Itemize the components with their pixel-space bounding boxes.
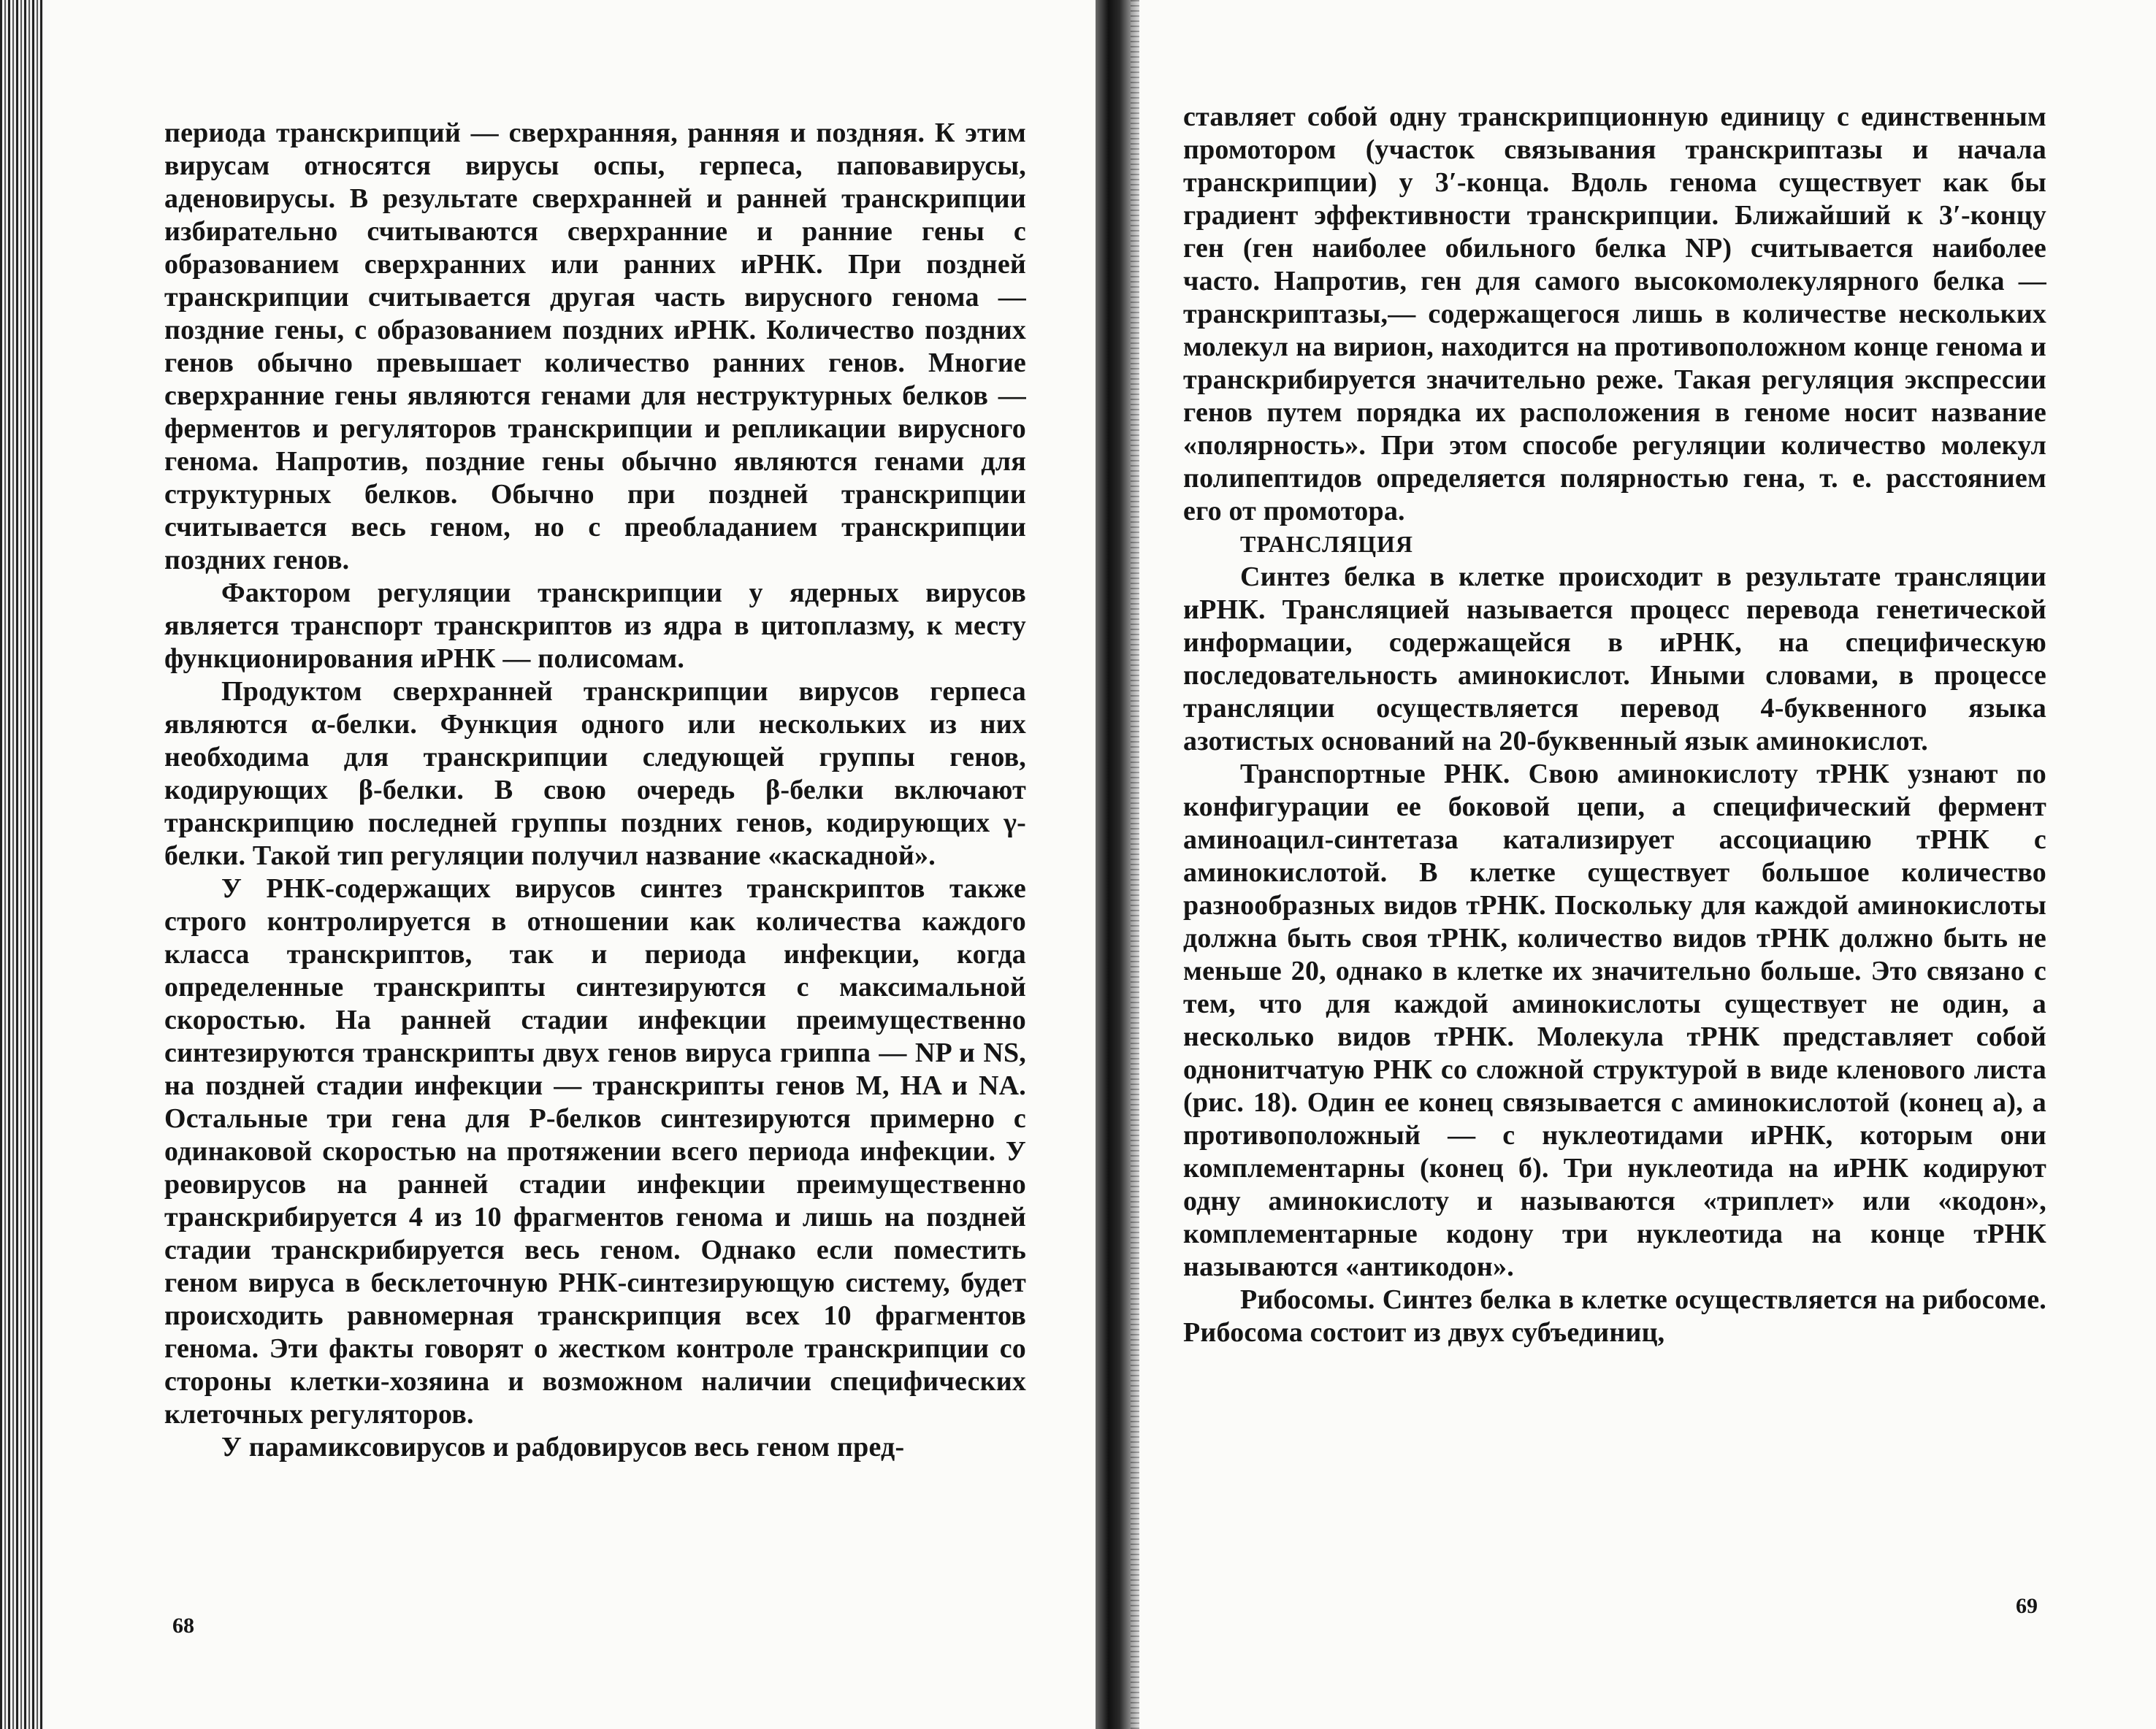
paragraph: У РНК-содержащих вирусов синтез транскриптов также строго контролируется в отношении как количества каждого класса транскриптов, так и периода инфекции, когда определенные транскрипты синтезируются с максимальной скоростью. На ранней стадии инфекции преимущественно синтезируются транскрипты двух генов вируса гриппа — NP и NS, на поздней стадии инфекции — транскрипты генов M, HA и NA. Остальные три гена для Р-белков синтезируются примерно с одинаковой скоростью на протяжении всего периода инфекции. У реовирусов на ранней стадии инфекции преимущественно транскрибируется 4 из 10 фрагментов генома и лишь на поздней стадии транскрибируется весь геном. Однако если поместить геном вируса в бесклеточную РНК-синтезирующую систему, будет происходить равномерная транскрипция всех 10 фрагментов генома. Эти факты говорят о жестком контроле транскрипции со стороны клетки-хозяина и возможном наличии специфических клеточных регуляторов. <box>164 873 1026 1430</box>
paragraph: периода транскрипций — сверхранняя, ранняя и поздняя. К этим вирусам относятся вирусы оспы, герпеса, паповавирусы, аденовирусы. В результате сверхранней и ранней транскрипции избирательно считываются сверхранние и ранние гены с образованием сверхранних или ранних иРНК. При поздней транскрипции считывается другая часть вирусного генома — поздние гены, с образованием поздних иРНК. Количество поздних генов обычно превышает количество ранних генов. Многие сверхранние гены являются генами для неструктурных белков — ферментов и регуляторов транскрипции и репликации вирусного генома. Напротив, поздние гены обычно являются генами для структурных белков. Обычно при поздней транскрипции считывается весь геном, но с преобладанием транскрипции поздних генов. <box>164 118 1026 575</box>
left-page-text <box>164 117 1026 1464</box>
paragraph <box>1183 758 2046 1284</box>
page-stack-edge <box>0 0 44 1729</box>
paragraph: ставляет собой одну транскрипционную единицу с единственным промотором (участок связывания транскриптазы и начала транскрипции) у 3′-конца. Вдоль генома существует как бы градиент эффективности транскрипции. Ближайший к 3′-концу ген (ген наиболее обильного белка NP) считывается наиболее часто. Напротив, ген для самого высокомолекулярного белка — транскриптазы,— содержащегося лишь в количестве нескольких молекул на вирион, находится на противоположном конце генома и транскрибируется значительно реже. Такая регуляция экспрессии генов путем порядка их расположения в геноме носит название «полярность». При этом способе регуляции количество молекул полипептидов определяется полярностью гена, т. е. расстоянием его от промотора. <box>1183 101 2046 526</box>
paragraph-text: Свою аминокислоту тРНК узнают по конфигурации ее боковой цепи, а специфический фермент аминоацил-синтетаза катализирует ассоциацию тРНК с аминокислотой. В клетке существует большое количество разнообразных видов тРНК. Поскольку для каждой аминокислоты должна быть своя тРНК, количество видов тРНК должно быть не меньше 20, однако в клетке их значительно больше. Это связано с тем, что для каждой аминокислоты существует не один, а несколько видов тРНК. Молекула тРНК представляет собой однонитчатую РНК со сложной структурой в виде кленового листа (рис. 18). Один ее конец связывается с аминокислотой (конец а), а противоположный — с нуклеотидами иРНК, которым они комплементарны (конец б). Три нуклеотида на иРНК кодируют одну аминокислоту и называются «триплет» или «кодон», комплементарные кодону три нуклеотида на конце тРНК называются «антикодон». <box>1183 759 2047 1282</box>
right-page-text <box>1183 101 2046 1349</box>
paragraph: Фактором регуляции транскрипции у ядерных вирусов является транспорт транскриптов из ядра в цитоплазму, к месту функционирования иРНК — полисомам. <box>164 578 1026 674</box>
page-number: 69 <box>2016 1594 2038 1618</box>
paragraph <box>1183 1284 2046 1349</box>
page-number: 68 <box>172 1614 194 1638</box>
paragraph-text: Синтез белка в клетке осуществляется на рибосоме. Рибосома состоит из двух субъединиц, <box>1183 1284 2046 1348</box>
section-title: ТРАНСЛЯЦИЯ <box>1240 531 1413 557</box>
paragraph: Продуктом сверхранней транскрипции вирусов герпеса являются α-белки. Функция одного или нескольких из них необходима для транскрипции следующей группы генов, кодирующих β-белки. В свою очередь β-белки включают транскрипцию последней группы поздних генов, кодирующих γ-белки. Такой тип регуляции получил название «каскадной». <box>164 676 1026 871</box>
run-in-heading: Транспортные РНК. <box>1240 759 1510 789</box>
run-in-heading: Рибосомы. <box>1240 1284 1375 1315</box>
paragraph: У парамиксовирусов и рабдовирусов весь геном пред- <box>221 1432 905 1462</box>
paragraph: Синтез белка в клетке происходит в результате трансляции иРНК. Трансляцией называется процесс перевода генетической информации, содержащейся в иРНК, на специфическую последовательность аминокислот. Иными словами, в процессе трансляции осуществляется перевод 4-буквенного языка азотистых оснований на 20-буквенный язык аминокислот. <box>1183 561 2046 756</box>
right-page <box>1139 0 2156 1729</box>
